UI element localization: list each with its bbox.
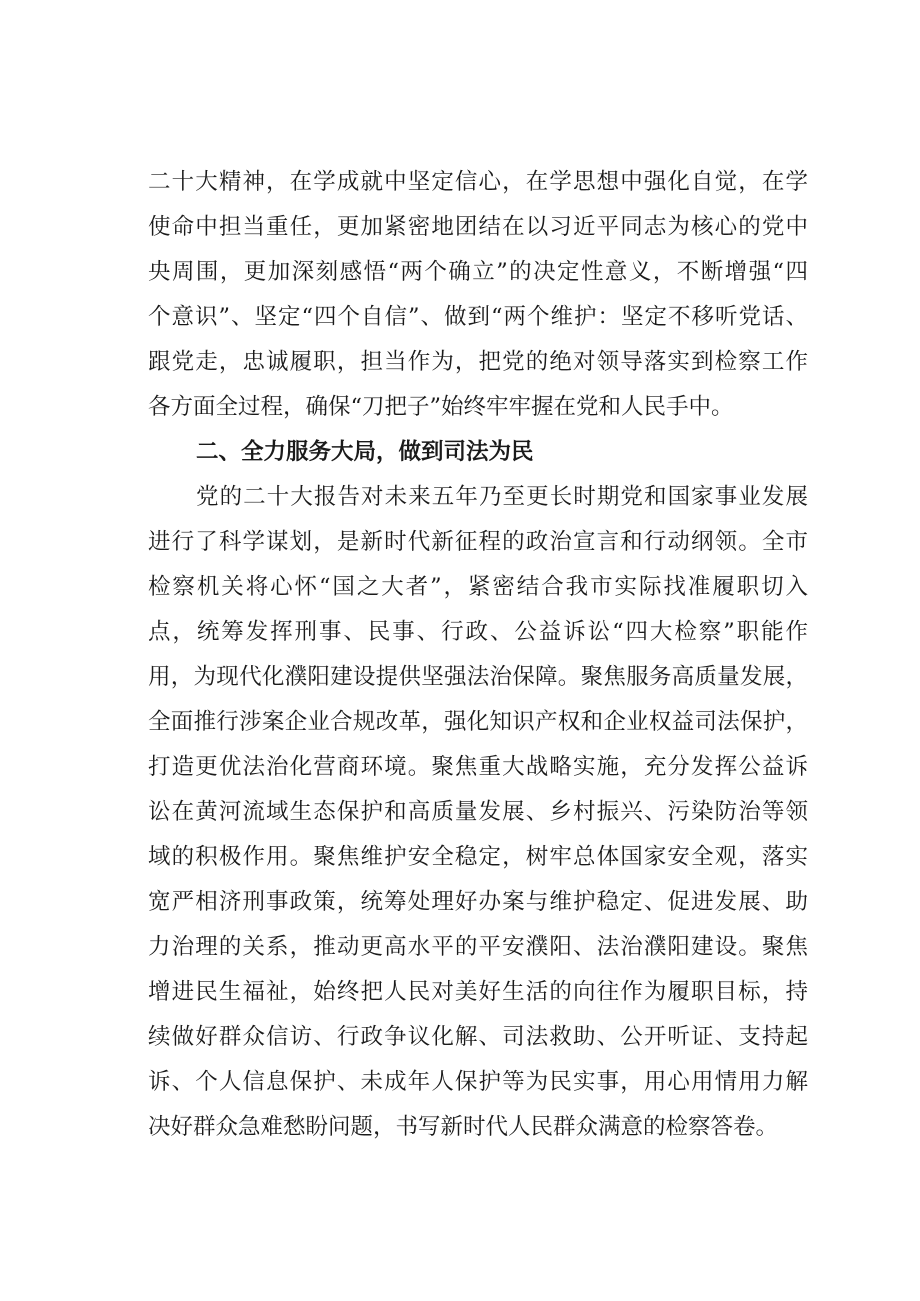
body-text-line: 讼在黄河流域生态保护和高质量发展、乡村振兴、污染防治等领 [148, 799, 808, 825]
section-heading: 二、全力服务大局，做到司法为民 [196, 439, 534, 465]
body-text-line: 个意识”、坚定“四个自信”、做到“两个维护：坚定不移听党话、 [148, 304, 808, 330]
body-text-line: 各方面全过程，确保“刀把子”始终牢牢握在党和人民手中。 [148, 394, 734, 420]
body-text-line: 进行了科学谋划，是新时代新征程的政治宣言和行动纲领。全市 [148, 529, 808, 555]
body-text-line: 二十大精神，在学成就中坚定信心，在学思想中强化自觉，在学 [148, 169, 808, 195]
body-text-line: 党的二十大报告对未来五年乃至更长时期党和国家事业发展 [196, 484, 808, 510]
body-text-line: 打造更优法治化营商环境。聚焦重大战略实施，充分发挥公益诉 [148, 754, 808, 780]
body-text-line: 用，为现代化濮阳建设提供坚强法治保障。聚焦服务高质量发展， [148, 664, 808, 690]
body-text-line: 检察机关将心怀“国之大者”，紧密结合我市实际找准履职切入 [148, 574, 808, 600]
body-text-line: 诉、个人信息保护、未成年人保护等为民实事，用心用情用力解 [148, 1069, 808, 1095]
body-text-line: 跟党走，忠诚履职，担当作为，把党的绝对领导落实到检察工作 [148, 349, 808, 375]
body-text-line: 决好群众急难愁盼问题，书写新时代人民群众满意的检察答卷。 [148, 1114, 779, 1140]
body-text-line: 域的积极作用。聚焦维护安全稳定，树牢总体国家安全观，落实 [148, 844, 808, 870]
body-text-line: 增进民生福祉，始终把人民对美好生活的向往作为履职目标，持 [148, 979, 808, 1005]
body-text-line: 力治理的关系，推动更高水平的平安濮阳、法治濮阳建设。聚焦 [148, 934, 808, 960]
body-text-line: 全面推行涉案企业合规改革，强化知识产权和企业权益司法保护， [148, 709, 808, 735]
body-text-line: 点，统筹发挥刑事、民事、行政、公益诉讼“四大检察”职能作 [148, 619, 808, 645]
body-text-line: 续做好群众信访、行政争议化解、司法救助、公开听证、支持起 [148, 1024, 808, 1050]
body-text-line: 使命中担当重任，更加紧密地团结在以习近平同志为核心的党中 [148, 214, 808, 240]
body-text-line: 央周围，更加深刻感悟“两个确立”的决定性意义，不断增强“四 [148, 259, 808, 285]
body-text-line: 宽严相济刑事政策，统筹处理好办案与维护稳定、促进发展、助 [148, 889, 808, 915]
